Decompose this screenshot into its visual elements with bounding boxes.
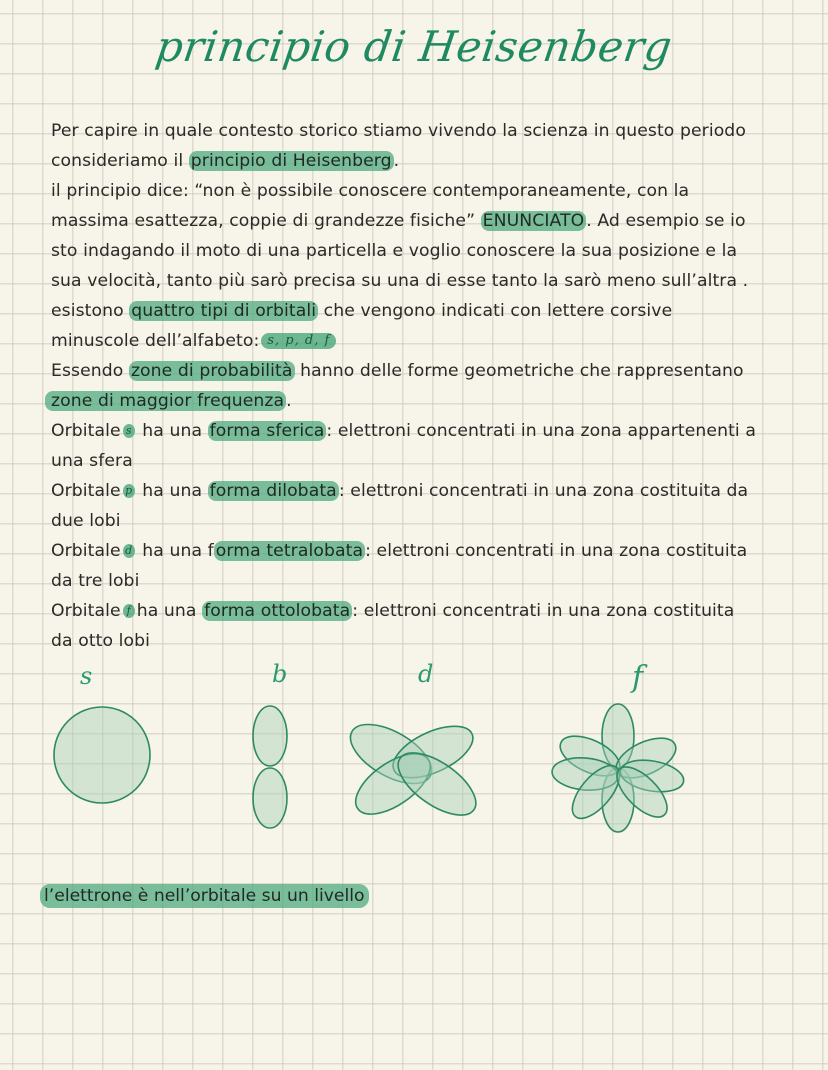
orbital-label-s: s	[80, 662, 93, 690]
orbital-label-p: b	[272, 660, 288, 688]
text-line-1: Per capire in quale contesto storico stiamo vivendo la scienza in questo periodo	[51, 121, 746, 141]
text-segment: esistono	[51, 301, 130, 321]
text-segment: hanno delle forme geometriche che rappresentano	[294, 361, 744, 381]
handwritten-spdf-glyph: s, p, d, f	[261, 333, 336, 349]
orbital-label-f: f	[632, 660, 644, 695]
text-line-7	[51, 296, 791, 326]
handwritten-d-glyph: d	[123, 544, 135, 558]
s-orbital-sphere-icon	[54, 707, 150, 803]
page-title: principio di Heisenberg	[152, 22, 676, 71]
highlight-quattro-tipi: quattro tipi di orbitali	[131, 301, 317, 321]
handwritten-f-glyph: f	[123, 604, 135, 618]
text-line-6: sua velocità, tanto più sarò precisa su una di esse tanto la sarò meno sull’altra .	[51, 271, 749, 291]
text-segment: ha una f	[136, 541, 214, 561]
text-segment: .	[393, 151, 400, 171]
highlight-forma-ottolobata: forma ottolobata	[204, 601, 351, 621]
text-line-2	[51, 146, 791, 176]
text-line-10	[51, 386, 791, 416]
highlight-forma-tetralobata: orma tetralobata	[215, 541, 364, 561]
text-segment: Essendo	[51, 361, 129, 381]
text-segment: Orbitale	[51, 601, 121, 621]
highlight-zone-probabilita: zone di probabilità	[130, 361, 293, 381]
text-segment: Orbitale	[51, 541, 121, 561]
text-segment: ha una	[136, 481, 208, 501]
handwritten-p-glyph: p	[123, 484, 135, 498]
orbital-label-d: d	[418, 660, 434, 688]
notes-body	[51, 116, 791, 656]
orbital-p-line-cont: due lobi	[51, 511, 121, 531]
orbital-f-line	[51, 596, 791, 626]
text-line-3: il principio dice: “non è possibile conoscere contemporaneamente, con la	[51, 181, 690, 201]
text-line-4	[51, 206, 791, 236]
highlight-enunciato: ENUNCIATO	[482, 211, 585, 231]
orbital-d-line	[51, 536, 791, 566]
text-segment: massima esattezza, coppie di grandezze fisiche”	[51, 211, 481, 231]
text-segment: : elettroni concentrati in una zona appartenenti a	[326, 421, 756, 441]
text-segment: : elettroni concentrati in una zona costituita da	[338, 481, 749, 501]
highlight-forma-sferica: forma sferica	[209, 421, 325, 441]
bottom-note	[40, 882, 369, 910]
text-segment: .	[286, 391, 292, 411]
text-segment: Orbitale	[51, 421, 121, 441]
text-segment: che vengono indicati con lettere corsive	[318, 301, 673, 321]
highlight-forma-dilobata: forma dilobata	[209, 481, 337, 501]
text-segment: ha una	[136, 421, 208, 441]
orbital-s-line-cont: una sfera	[51, 451, 133, 471]
p-orbital-dumbbell-icon	[253, 706, 287, 828]
d-orbital-cloverleaf-icon	[341, 712, 486, 827]
highlight-elettrone-livello: l’elettrone è nell’orbitale su un livello	[40, 884, 369, 908]
text-segment: consideriamo il	[51, 151, 189, 171]
orbital-d-line-cont: da tre lobi	[51, 571, 140, 591]
text-segment: . Ad esempio se io	[586, 211, 746, 231]
highlight-principio: principio di Heisenberg	[190, 151, 392, 171]
text-segment: : elettroni concentrati in una zona costituita	[365, 541, 748, 561]
text-segment: : elettroni concentrati in una zona costituita	[352, 601, 735, 621]
text-segment: minuscole dell’alfabeto:	[51, 331, 260, 351]
text-segment: Orbitale	[51, 481, 121, 501]
handwritten-s-glyph: s	[123, 424, 135, 438]
f-orbital-flower-icon	[551, 704, 686, 832]
text-segment: ha una	[136, 601, 203, 621]
orbital-s-line	[51, 416, 791, 446]
highlight-zone-frequenza: zone di maggior frequenza	[45, 391, 286, 411]
orbital-p-line	[51, 476, 791, 506]
orbital-f-line-cont: da otto lobi	[51, 631, 151, 651]
text-line-5: sto indagando il moto di una particella e voglio conoscere la sua posizione e la	[51, 241, 738, 261]
text-line-8	[51, 326, 791, 356]
text-line-9	[51, 356, 791, 386]
